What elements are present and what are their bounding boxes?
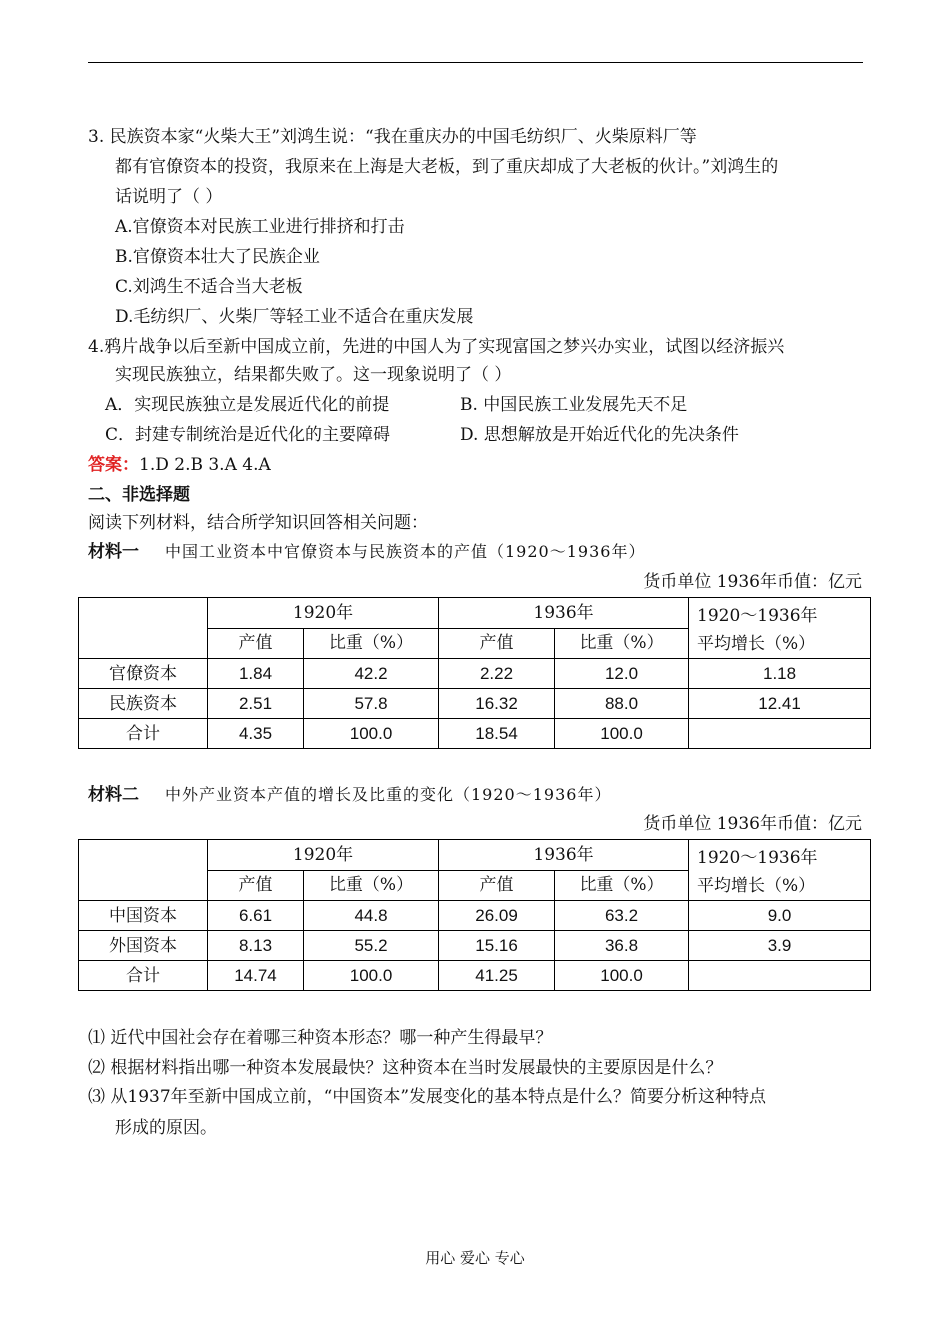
row-label: 外国资本 (79, 931, 208, 961)
year-1936-header: 1936年 (439, 840, 689, 871)
q4-stem-line1: 4.鸦片战争以后至新中国成立前，先进的中国人为了实现富国之梦兴办实业，试图以经济振兴 (88, 337, 785, 357)
value-1936: 18.54 (439, 719, 555, 749)
q3-stem-line1: 3. 民族资本家“火柴大王”刘鸿生说：“我在重庆办的中国毛纺织厂、火柴原料厂等 (88, 127, 697, 147)
growth-value: 3.9 (689, 931, 871, 961)
material1-table (78, 597, 871, 749)
row-label: 合计 (79, 719, 208, 749)
question-1: ⑴ 近代中国社会存在着哪三种资本形态？哪一种产生得最早？ (88, 1028, 553, 1048)
year-1920-header: 1920年 (208, 598, 439, 629)
share-1936: 12.0 (555, 659, 689, 689)
value-1920: 4.35 (208, 719, 304, 749)
growth-header-line1: 1920～1936年 (697, 606, 818, 626)
header-rule (88, 62, 863, 63)
table-header-row (79, 598, 871, 629)
material2-table (78, 839, 871, 991)
growth-header (689, 598, 871, 659)
share-1920: 42.2 (304, 659, 439, 689)
value-1936: 2.22 (439, 659, 555, 689)
row-label: 民族资本 (79, 689, 208, 719)
value-1920: 6.61 (208, 901, 304, 931)
q3-option-a: A.官僚资本对民族工业进行排挤和打击 (115, 217, 405, 237)
growth-value: 12.41 (689, 689, 871, 719)
material1-caption: 中国工业资本中官僚资本与民族资本的产值（1920～1936年） (165, 542, 646, 561)
value-1920: 1.84 (208, 659, 304, 689)
q3-stem-line3: 话说明了（ ） (115, 187, 223, 207)
table-row (79, 719, 871, 749)
question-3-line2: 形成的原因。 (115, 1118, 217, 1138)
table-row (79, 901, 871, 931)
material2-label: 材料二 (88, 785, 139, 805)
col-share-1920: 比重（%） (304, 870, 439, 901)
share-1920: 55.2 (304, 931, 439, 961)
value-1920: 8.13 (208, 931, 304, 961)
question-3-line1: ⑶ 从1937年至新中国成立前，“中国资本”发展变化的基本特点是什么？简要分析这种特点 (88, 1087, 767, 1107)
table-corner-cell (79, 598, 208, 659)
q4-option-b: B. 中国民族工业发展先天不足 (460, 395, 688, 415)
share-1920: 44.8 (304, 901, 439, 931)
material1-label: 材料一 (88, 542, 139, 562)
share-1920: 100.0 (304, 719, 439, 749)
section-title: 二、非选择题 (88, 485, 190, 505)
col-share-1936: 比重（%） (555, 870, 689, 901)
growth-header (689, 840, 871, 901)
col-value-1920: 产值 (208, 870, 304, 901)
share-1936: 36.8 (555, 931, 689, 961)
q3-stem-line2: 都有官僚资本的投资，我原来在上海是大老板，到了重庆却成了大老板的伙计。”刘鸿生的 (115, 157, 779, 177)
col-value-1936: 产值 (439, 870, 555, 901)
value-1936: 26.09 (439, 901, 555, 931)
material1-heading (88, 540, 645, 564)
growth-header-line2: 平均增长（%） (697, 876, 816, 896)
share-1920: 57.8 (304, 689, 439, 719)
col-value-1936: 产值 (439, 628, 555, 659)
q3-option-c: C.刘鸿生不适合当大老板 (115, 277, 303, 297)
growth-value (689, 961, 871, 991)
row-label: 官僚资本 (79, 659, 208, 689)
row-label: 合计 (79, 961, 208, 991)
col-share-1920: 比重（%） (304, 628, 439, 659)
growth-value: 9.0 (689, 901, 871, 931)
value-1920: 2.51 (208, 689, 304, 719)
share-1920: 100.0 (304, 961, 439, 991)
table-row (79, 931, 871, 961)
answer-label: 答案： (88, 455, 139, 475)
row-label: 中国资本 (79, 901, 208, 931)
q3-option-b: B.官僚资本壮大了民族企业 (115, 247, 320, 267)
col-value-1920: 产值 (208, 628, 304, 659)
value-1920: 14.74 (208, 961, 304, 991)
q4-option-d: D. 思想解放是开始近代化的先决条件 (460, 425, 739, 445)
share-1936: 63.2 (555, 901, 689, 931)
share-1936: 100.0 (555, 961, 689, 991)
q4-stem-line2: 实现民族独立，结果都失败了。这一现象说明了（ ） (115, 365, 512, 385)
answer-line (88, 453, 271, 477)
year-1936-header: 1936年 (439, 598, 689, 629)
growth-header-line2: 平均增长（%） (697, 634, 816, 654)
growth-header-line1: 1920～1936年 (697, 848, 818, 868)
q4-option-a: A．实现民族独立是发展近代化的前提 (105, 395, 390, 415)
growth-value (689, 719, 871, 749)
year-1920-header: 1920年 (208, 840, 439, 871)
table-row (79, 689, 871, 719)
material1-unit: 货币单位 1936年币值：亿元 (643, 572, 862, 592)
table-row (79, 659, 871, 689)
table-row (79, 961, 871, 991)
question-2: ⑵ 根据材料指出哪一种资本发展最快？这种资本在当时发展最快的主要原因是什么？ (88, 1058, 723, 1078)
material2-unit: 货币单位 1936年币值：亿元 (643, 814, 862, 834)
q4-option-c: C．封建专制统治是近代化的主要障碍 (105, 425, 391, 445)
value-1936: 15.16 (439, 931, 555, 961)
table-corner-cell (79, 840, 208, 901)
material2-caption: 中外产业资本产值的增长及比重的变化（1920～1936年） (165, 785, 612, 804)
col-share-1936: 比重（%） (555, 628, 689, 659)
share-1936: 100.0 (555, 719, 689, 749)
value-1936: 16.32 (439, 689, 555, 719)
table-header-row (79, 840, 871, 871)
section-intro: 阅读下列材料，结合所学知识回答相关问题： (88, 513, 428, 533)
page-footer: 用心 爱心 专心 (425, 1249, 525, 1267)
material2-heading (88, 783, 611, 807)
growth-value: 1.18 (689, 659, 871, 689)
q3-option-d: D.毛纺织厂、火柴厂等轻工业不适合在重庆发展 (115, 307, 474, 327)
share-1936: 88.0 (555, 689, 689, 719)
answer-text: 1.D 2.B 3.A 4.A (139, 455, 271, 475)
value-1936: 41.25 (439, 961, 555, 991)
